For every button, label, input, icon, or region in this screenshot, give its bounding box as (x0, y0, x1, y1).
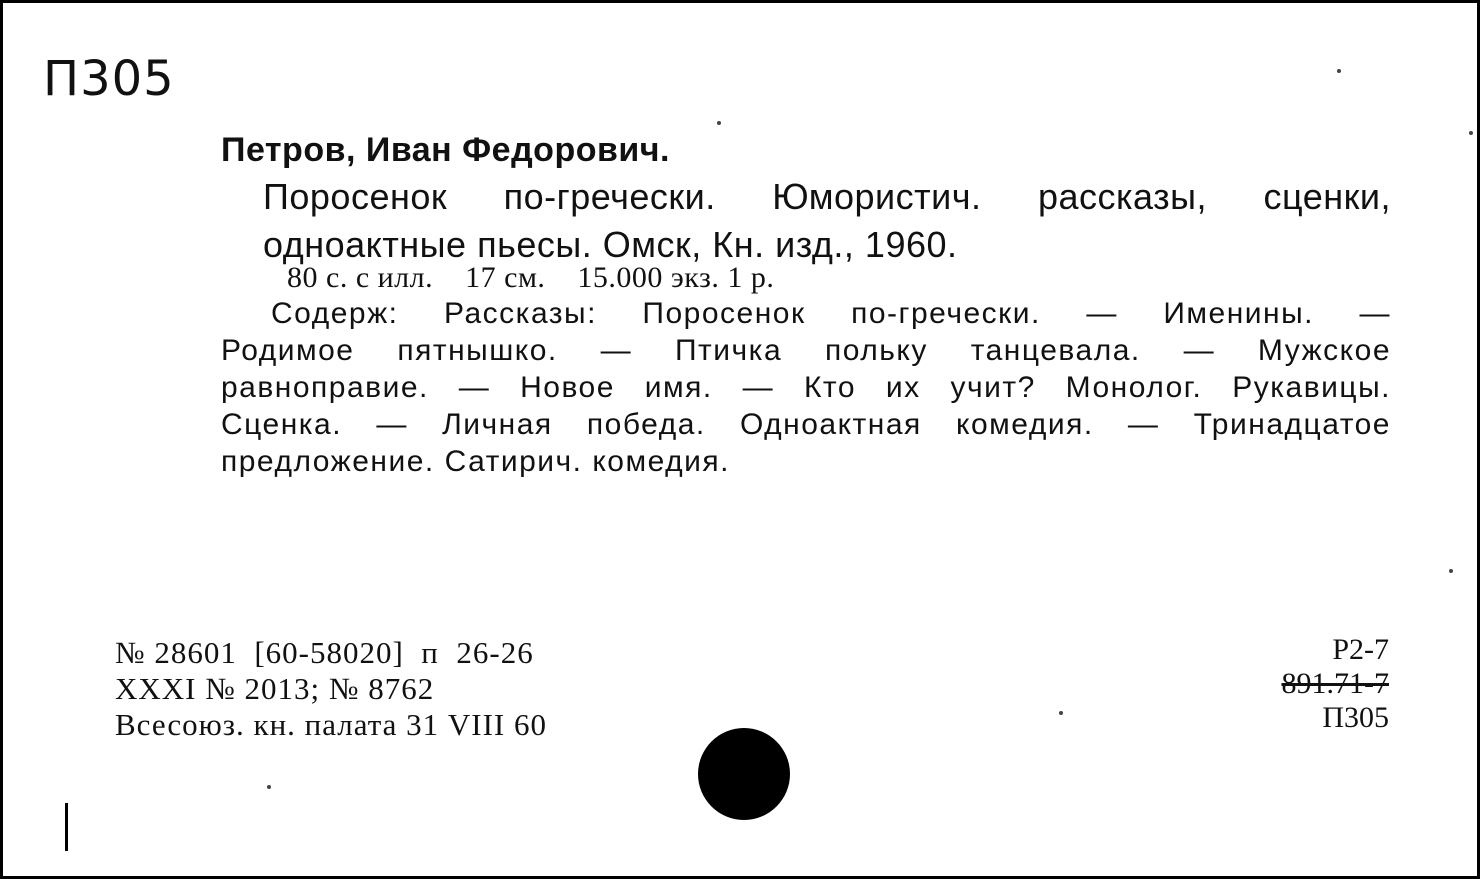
shelf-call-number: П305 (1322, 701, 1389, 734)
contents-note (221, 295, 1391, 480)
contents-line: равноправие. — Новое имя. — Кто их учит? Монолог. Рукавицы. (221, 371, 1391, 404)
ink-speck (1449, 569, 1453, 573)
contents-line: предложение. Сатирич. комедия. (221, 445, 730, 478)
contents-line: Содерж: Рассказы: Поросенок по-гречески. — Именины. — (271, 297, 1391, 330)
ink-speck (717, 121, 721, 125)
shelf-mark-struck: 891.71-7 (1281, 667, 1389, 700)
ink-speck (1059, 711, 1063, 715)
shelf-marks (1282, 633, 1390, 735)
ink-speck (1469, 131, 1473, 135)
ink-speck (1337, 69, 1341, 73)
title-statement (221, 173, 1391, 269)
edge-mark (65, 803, 68, 851)
registry-info (115, 635, 547, 743)
punch-hole (698, 728, 790, 820)
contents-line: Сценка. — Личная победа. Одноактная комедия. — Тринадцатое (221, 408, 1391, 441)
collation: 80 с. с илл. 17 см. 15.000 экз. 1 р. (287, 261, 775, 294)
ink-speck (267, 785, 271, 789)
contents-line: Родимое пятнышко. — Птичка польку танцевала. — Мужское (221, 334, 1391, 367)
registry-line: № 28601 [60-58020] п 26-26 (115, 635, 534, 670)
author-heading: Петров, Иван Федорович. (221, 131, 670, 169)
call-number: П305 (43, 51, 175, 107)
title-line: одноактные пьесы. Омск, Кн. изд., 1960. (263, 224, 958, 265)
registry-line: XXXI № 2013; № 8762 (115, 671, 435, 706)
title-line: Поросенок по-гречески. Юмористич. рассказы, сценки, (263, 176, 1391, 217)
registry-line: Всесоюз. кн. палата 31 VIII 60 (115, 707, 548, 742)
shelf-mark-current: Р2-7 (1332, 633, 1389, 666)
